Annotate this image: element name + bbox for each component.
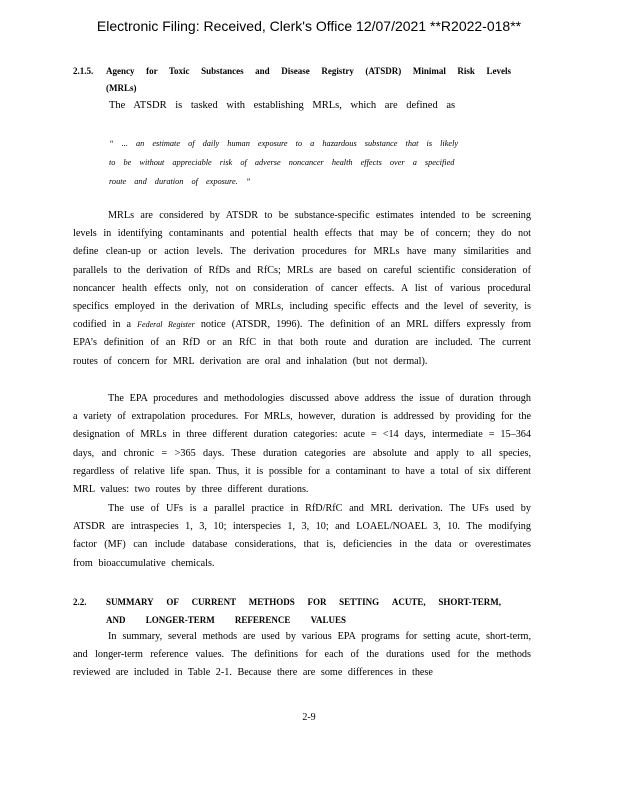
section-title-2-2-line1-word: SUMMARY	[106, 597, 154, 607]
section-title-2-2-line1-word: OF	[166, 597, 179, 607]
paragraph-summary-methods	[73, 628, 531, 683]
section-title-2-2-line1-word: FOR	[307, 597, 327, 607]
paragraph-mrl-screening-text-b: notice (ATSDR, 1996). The definition of an MRL differs expressly from EPA’s definition of an RfD or an RfC in that both route and duration are included. The current routes of concern for MRL derivation are oral and inhalation (but not dermal).	[73, 319, 532, 367]
section-title-2-1-5-line2: (MRLs)	[106, 83, 137, 93]
section-title-2-2-line2-word: VALUES	[310, 615, 346, 625]
paragraph-duration-categories	[73, 390, 531, 499]
paragraph-uncertainty-factors-text: The use of UFs is a parallel practice in RfD/RfC and MRL derivation. The UFs used by ATSDR are intraspecies 1, 3, 10; interspecies 1, 3, 10; and LOAEL/NOAEL 3, 10. The modifying factor (MF) can include database considerations, that is, deficiencies in the data or overestimates from bioaccumulative chemicals.	[73, 503, 531, 569]
paragraph-mrl-screening	[73, 207, 531, 371]
mrl-definition-quote-line1: “ ... an estimate of daily human exposure to a hazardous substance that is likely	[109, 139, 459, 148]
federal-register-italic: Federal Register	[137, 320, 195, 330]
section-title-2-1-5-line1: Agency for Toxic Substances and Disease Registry (ATSDR) Minimal Risk Levels	[106, 66, 511, 76]
section-title-2-2-line1-word: ACUTE,	[391, 597, 426, 607]
paragraph-uncertainty-factors	[73, 500, 531, 573]
section-title-2-2-line2-word: AND	[106, 615, 126, 625]
section-title-2-2-line2-word: LONGER-TERM	[145, 615, 215, 625]
mrl-definition-quote-line2: to be without appreciable risk of adverse noncancer health effects over a specified	[109, 158, 455, 167]
paragraph-summary-methods-text: In summary, several methods are used by various EPA programs for setting acute, short-term, and longer-term reference values. The definitions for each of the durations used for the methods reviewed are included in Table 2-1. Because there are some differences in these	[73, 631, 531, 679]
section-number-2-1-5: 2.1.5.	[73, 66, 94, 76]
section-title-2-2-line1-word: METHODS	[248, 597, 295, 607]
paragraph-mrl-screening-text-a: MRLs are considered by ATSDR to be substance-specific estimates intended to be screening levels in identifying contaminants and potential health effects that may be of concern; they do not define clean-up or action levels. The derivation procedures for MRLs have many similarities and parallels to the derivation of RfDs and RfCs; MRLs are based on careful scientific consideration of noncancer health effects only, not on consideration of cancer effects. A list of various procedural specifics employed in the derivation of MRLs, including specific effects and the level of severity, is codified in a	[73, 210, 531, 331]
mrl-definition-quote-line3: route and duration of exposure. ”	[109, 177, 251, 186]
section-number-2-2: 2.2.	[73, 597, 87, 607]
section-title-2-2-line1-word: SHORT-TERM,	[438, 597, 501, 607]
mrl-definition-intro: The ATSDR is tasked with establishing MRLs, which are defined as	[109, 100, 456, 111]
section-title-2-2-line2-word: REFERENCE	[234, 615, 291, 625]
paragraph-duration-categories-text: The EPA procedures and methodologies discussed above address the issue of duration through a variety of extrapolation procedures. For MRLs, however, duration is addressed by providing for the designation of MRLs in three different duration categories: acute = <14 days, intermediate = 15–364 days, and chronic = >365 days. These duration categories are absolute and apply to all species, regardless of relative life span. Thus, it is possible for a contaminant to have a total of six different MRL values: two routes by three different durations.	[73, 393, 531, 496]
section-title-2-2-line1-word: SETTING	[339, 597, 380, 607]
section-title-2-2-line2	[106, 615, 346, 625]
page-number: 2-9	[302, 712, 316, 723]
section-title-2-2-line1	[106, 597, 501, 607]
section-title-2-2-line1-word: CURRENT	[191, 597, 237, 607]
filing-stamp-header: Electronic Filing: Received, Clerk's Office 12/07/2021 **R2022-018**	[96, 18, 522, 34]
